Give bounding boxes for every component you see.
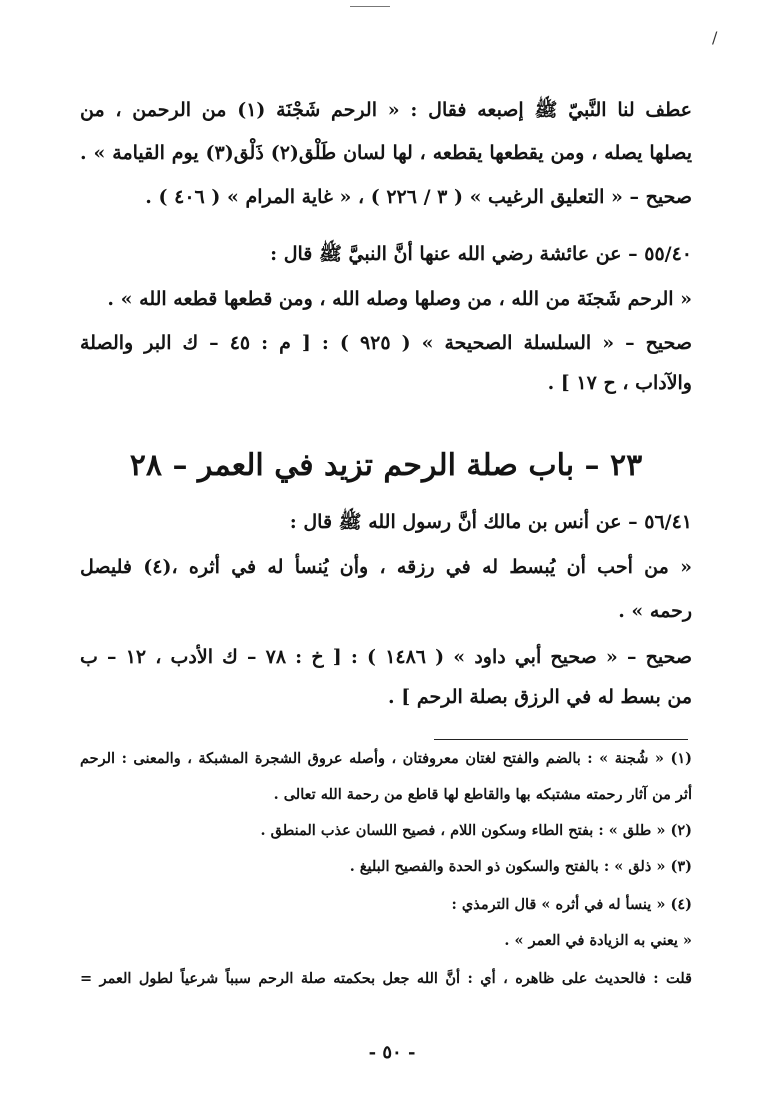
- hadith-41-grade-line-2: من بسط له في الرزق بصلة الرحم ] .: [388, 686, 692, 708]
- chapter-heading: ٢٣ – باب صلة الرحم تزيد في العمر – ٢٨: [129, 448, 643, 483]
- footnote-separator: [434, 739, 688, 740]
- footnote-4-line-1: (٤) « ينسأ له في أثره » قال الترمذي :: [451, 896, 692, 913]
- hadith-41-line-1: ٥٦/٤١ – عن أنس بن مالك أنَّ رسول الله ﷺ قال :: [289, 511, 692, 533]
- page-number: - ٥٠ -: [368, 1042, 416, 1063]
- top-edge-line: [350, 6, 390, 7]
- hadith-41-line-3: رحمه » .: [618, 600, 692, 622]
- hadith-39-line-1: عطف لنا النَّبيّ ﷺ إصبعه فقال : « الرحم شَجْنَة (١) من الرحمن ، من: [80, 99, 692, 121]
- hadith-41-grade-line-1: صحيح – « صحيح أبي داود » ( ١٤٨٦ ) : [ خ : ٧٨ – ك الأدب ، ١٢ – ب: [80, 646, 692, 668]
- hadith-40-line-2: « الرحم شَجنَة من الله ، من وصلها وصله الله ، ومن قطعها قطعه الله » .: [107, 288, 692, 310]
- footnote-1-line-2: أثر من آثار رحمته مشتبكه بها والقاطع لها قاطع من رحمة الله تعالى .: [273, 786, 692, 803]
- footnote-2: (٢) « طلق » : بفتح الطاء وسكون اللام ، فصيح اللسان عذب المنطق .: [260, 822, 692, 839]
- hadith-40-grade-line-2: والآداب ، ح ١٧ ] .: [547, 372, 692, 394]
- hadith-39-line-2: يصلها يصله ، ومن يقطعها يقطعه ، لها لسان طَلْق(٢) ذَلْق(٣) يوم القيامة » .: [80, 142, 692, 164]
- footnote-4-line-2: « يعني به الزيادة في العمر » .: [504, 932, 692, 949]
- hadith-40-line-1: ٥٥/٤٠ – عن عائشة رضي الله عنها أنَّ النبيَّ ﷺ قال :: [270, 243, 692, 265]
- hadith-41-line-2: « من أحب أن يُبسط له في رزقه ، وأن يُنسأ له في أثره ،(٤) فليصل: [80, 556, 692, 578]
- corner-mark: /: [712, 28, 718, 47]
- footnote-3: (٣) « ذلق » : بالفتح والسكون ذو الحدة والفصيح البليغ .: [349, 858, 692, 875]
- footnote-1-line-1: (١) « شُجنة » : بالضم والفتح لغتان معروفتان ، وأصله عروق الشجرة المشبكة ، والمعنى : الرحم: [80, 750, 692, 767]
- hadith-40-grade-line-1: صحيح – « السلسلة الصحيحة » ( ٩٢٥ ) : [ م : ٤٥ – ك البر والصلة: [80, 332, 692, 354]
- footnote-continuation: قلت : فالحديث على ظاهره ، أي : أنَّ الله جعل بحكمته صلة الرحم سبباً شرعياً لطول العمر =: [80, 970, 692, 987]
- hadith-39-grade: صحيح – « التعليق الرغيب » ( ٣ / ٢٢٦ ) ، « غاية المرام » ( ٤٠٦ ) .: [145, 186, 692, 208]
